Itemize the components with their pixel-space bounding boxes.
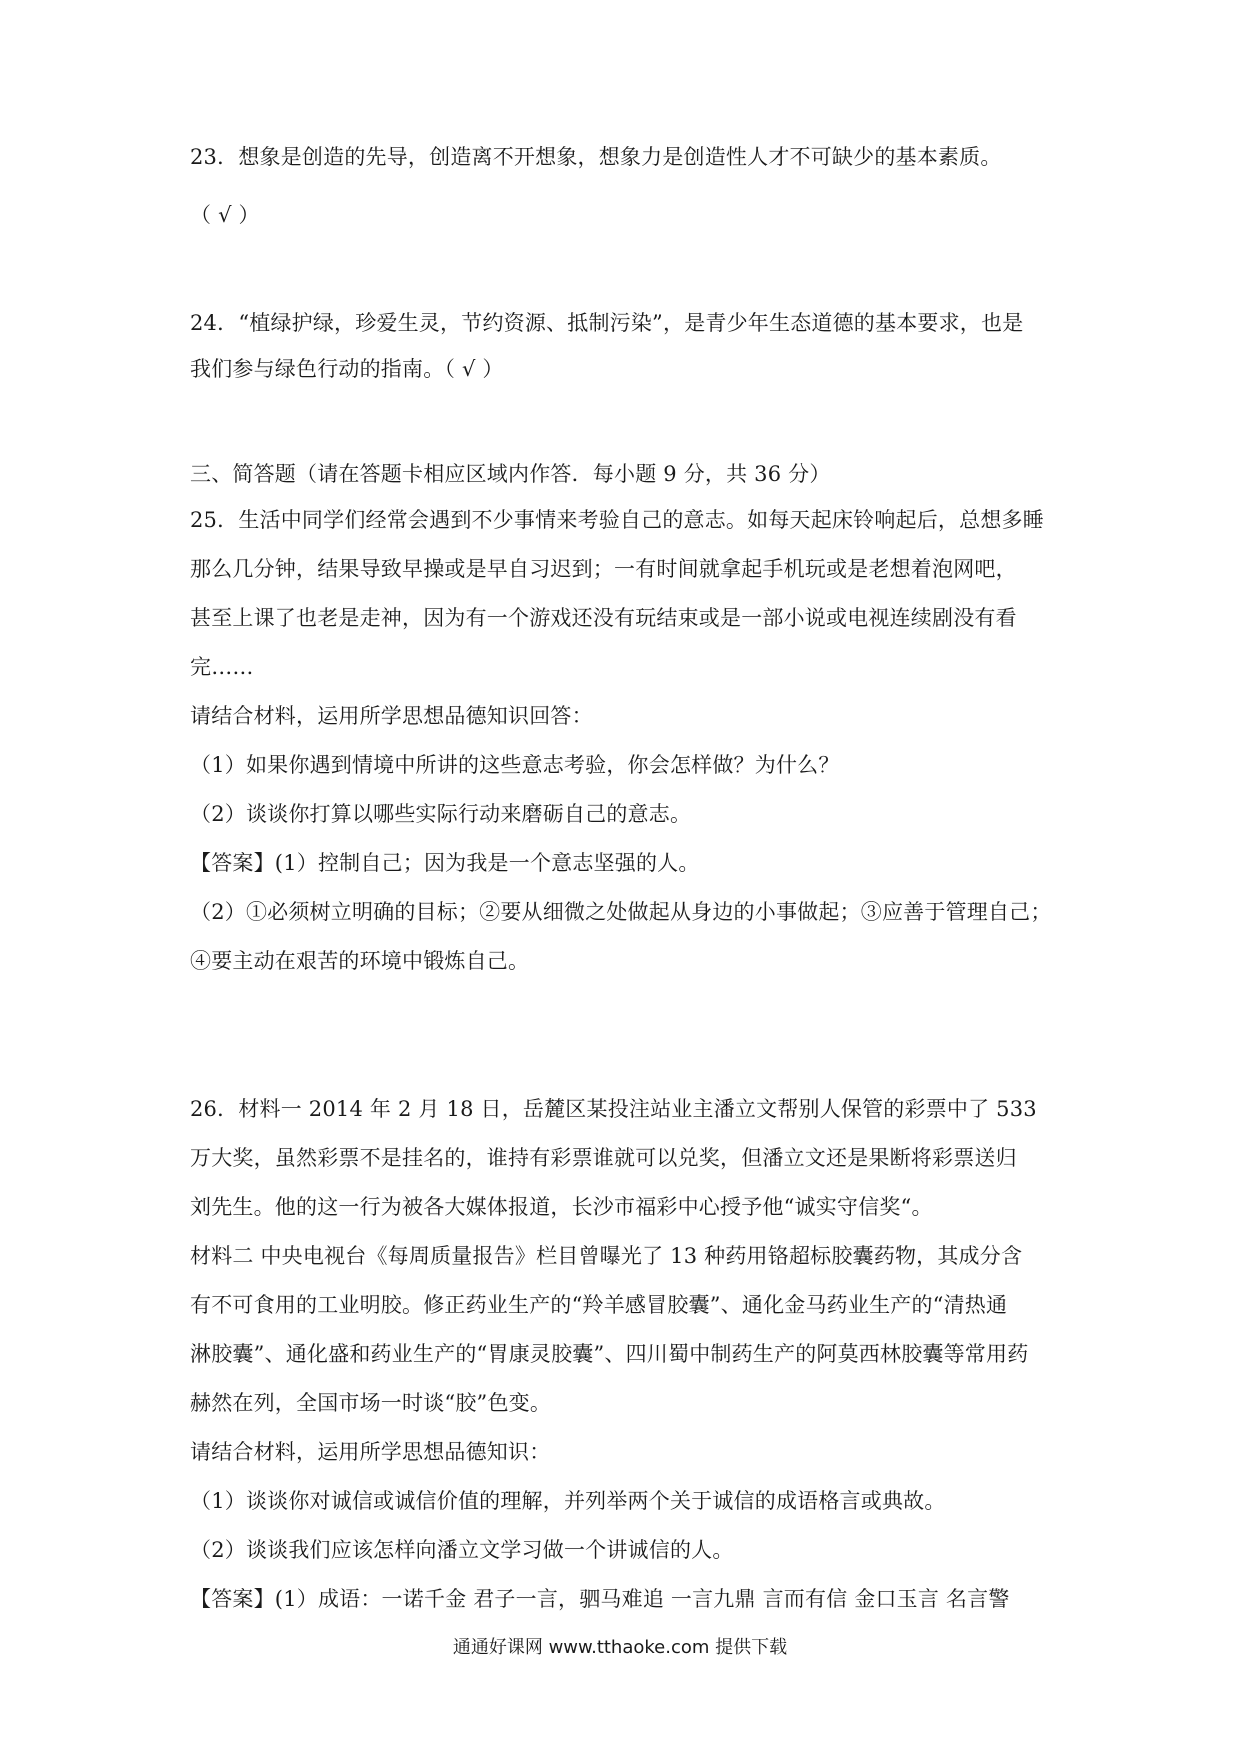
q26-line: 万大奖，虽然彩票不是挂名的，谁持有彩票谁就可以兑奖，但潘立文还是果断将彩票送归 bbox=[190, 1146, 1017, 1170]
q26-line: 有不可食用的工业明胶。修正药业生产的“羚羊感冒胶囊”、通化金马药业生产的“清热通 bbox=[190, 1293, 1008, 1317]
q26-line: 26．材料一 2014 年 2 月 18 日，岳麓区某投注站业主潘立文帮别人保管的彩票中了 533 bbox=[190, 1097, 1037, 1121]
section-heading: 三、简答题（请在答题卡相应区域内作答．每小题 9 分，共 36 分） bbox=[190, 462, 831, 486]
q26-line: 赫然在列，全国市场一时谈“胶”色变。 bbox=[190, 1391, 552, 1415]
q25-answer: （2）①必须树立明确的目标；②要从细微之处做起从身边的小事做起；③应善于管理自己； bbox=[190, 900, 1052, 924]
q26-subquestion-2: （2）谈谈我们应该怎样向潘立文学习做一个讲诚信的人。 bbox=[190, 1538, 734, 1562]
q23-line-1: 23．想象是创造的先导，创造离不开想象，想象力是创造性人才不可缺少的基本素质。 bbox=[190, 145, 1002, 169]
q25-answer: 【答案】(1）控制自己；因为我是一个意志坚强的人。 bbox=[190, 851, 700, 875]
q25-line: 完…… bbox=[190, 655, 254, 679]
q24-line-2: 我们参与绿色行动的指南。（ √ ） bbox=[190, 357, 504, 381]
q25-line: 那么几分钟，结果导致早操或是早自习迟到；一有时间就拿起手机玩或是老想着泡网吧， bbox=[190, 557, 1017, 581]
q25-line: 25．生活中同学们经常会遇到不少事情来考验自己的意志。如每天起床铃响起后，总想多睡 bbox=[190, 508, 1044, 532]
q26-subquestion-1: （1）谈谈你对诚信或诚信价值的理解，并列举两个关于诚信的成语格言或典故。 bbox=[190, 1489, 946, 1513]
q25-line: 甚至上课了也老是走神，因为有一个游戏还没有玩结束或是一部小说或电视连续剧没有看 bbox=[190, 606, 1017, 630]
page-footer: 通通好课网 www.tthaoke.com 提供下载 bbox=[452, 1637, 788, 1658]
q26-answer: 【答案】(1）成语：一诺千金 君子一言，驷马难追 一言九鼎 言而有信 金口玉言 名言警 bbox=[190, 1587, 1010, 1611]
q26-line: 材料二 中央电视台《每周质量报告》栏目曾曝光了 13 种药用铬超标胶囊药物，其成分含 bbox=[190, 1244, 1023, 1268]
q26-prompt: 请结合材料，运用所学思想品德知识： bbox=[190, 1440, 551, 1464]
q25-subquestion-2: （2）谈谈你打算以哪些实际行动来磨砺自己的意志。 bbox=[190, 802, 692, 826]
q25-answer: ④要主动在艰苦的环境中锻炼自己。 bbox=[190, 949, 530, 973]
q23-answer: （ √ ） bbox=[190, 203, 260, 227]
q24-line-1: 24．“植绿护绿，珍爱生灵，节约资源、抵制污染”，是青少年生态道德的基本要求，也是 bbox=[190, 311, 1024, 335]
q25-subquestion-1: （1）如果你遇到情境中所讲的这些意志考验，你会怎样做？为什么？ bbox=[190, 753, 840, 777]
q25-prompt: 请结合材料，运用所学思想品德知识回答： bbox=[190, 704, 593, 728]
q26-line: 刘先生。他的这一行为被各大媒体报道，长沙市福彩中心授予他“诚实守信奖“。 bbox=[190, 1195, 933, 1219]
q26-line: 淋胶囊”、通化盛和药业生产的“胃康灵胶囊”、四川蜀中制药生产的阿莫西林胶囊等常用药 bbox=[190, 1342, 1029, 1366]
